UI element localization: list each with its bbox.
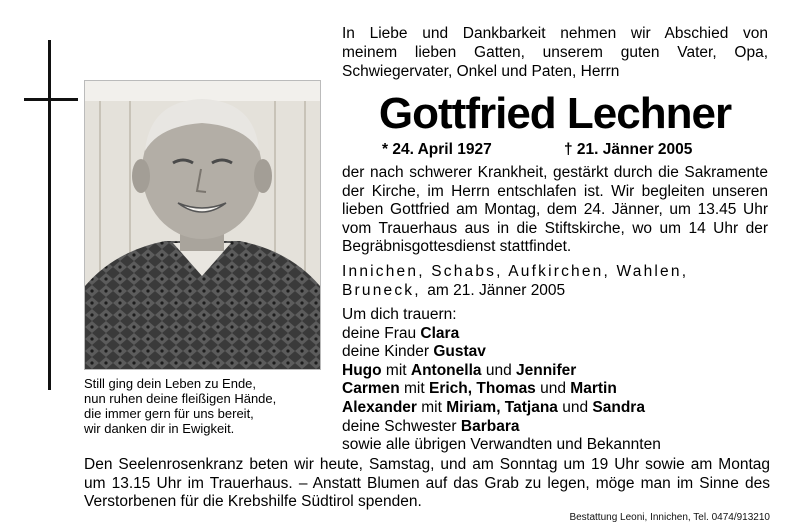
cross-vertical-bar: [48, 40, 51, 390]
verse-line: wir danken dir in Ewigkeit.: [84, 421, 235, 436]
mourner-text: deine Kinder: [342, 343, 434, 361]
mourner-name: Antonella: [410, 361, 482, 379]
portrait-illustration: [85, 81, 320, 369]
portrait-photo: [84, 80, 321, 370]
cross-horizontal-bar: [24, 98, 78, 101]
mourner-text: mit: [381, 361, 411, 379]
mourner-name: Miriam, Tatjana: [446, 398, 558, 416]
funeral-home-credit: Bestattung Leoni, Innichen, Tel. 0474/913210: [569, 512, 770, 523]
mourner-name: Barbara: [460, 417, 520, 435]
mourner-name: Martin: [570, 380, 617, 398]
mourner-name: Alexander: [342, 398, 417, 416]
mourner-name: Clara: [420, 324, 460, 342]
mourners-intro: Um dich trauern:: [342, 306, 457, 323]
mourner-text: mit: [416, 398, 447, 416]
verse-line: nun ruhen deine fleißigen Hände,: [84, 391, 277, 406]
mourner-name: Jennifer: [516, 361, 577, 379]
mourner-line: [342, 380, 772, 399]
place-and-date: [342, 262, 768, 300]
mourner-line: [342, 399, 772, 418]
mourner-line: [342, 362, 772, 381]
intro-line: In Liebe und Dankbarkeit nehmen wir Abschied von: [342, 25, 768, 42]
mourners-list: [342, 306, 772, 455]
mourner-name: Hugo: [342, 361, 382, 379]
deceased-name: Gottfried Lechner: [378, 89, 732, 138]
mourner-name: Gustav: [433, 343, 486, 361]
death-date: † 21. Jänner 2005: [564, 141, 693, 158]
mourner-line: [342, 343, 772, 362]
intro-text: [342, 24, 768, 81]
announcement-text: der nach schwerer Krankheit, gestärkt durch die Sakramente der Kirche, im Herrn entschlafen ist. Wir begleiten unseren lieben Gottfried am Montag, dem 24. Jänner, um 13.45 Uhr vom Trauerhaus aus in die Stiftskirche, wo um 14 Uhr der Begräbnisgottesdienst stattfindet.: [342, 164, 768, 255]
mourner-text: und: [557, 398, 593, 416]
mourner-line: sowie alle übrigen Verwandten und Bekannten: [342, 436, 661, 454]
intro-line: Schwiegervater, Onkel und Paten, Herrn: [342, 63, 620, 80]
mourner-line: [342, 418, 772, 437]
mourner-text: deine Schwester: [342, 417, 461, 435]
mourner-text: mit: [399, 380, 429, 398]
mourner-name: Carmen: [342, 380, 400, 398]
mourner-line: [342, 325, 772, 344]
intro-line: meinem lieben Gatten, unserem guten Vater, Opa,: [342, 44, 768, 61]
verse-line: die immer gern für uns bereit,: [84, 406, 254, 421]
service-announcement: Den Seelenrosenkranz beten wir heute, Samstag, und am Sonntag um 19 Uhr sowie am Montag um 13.15 Uhr im Trauerhaus. – Anstatt Blumen auf das Grab zu legen, möge man im Sinne des Verstorbenen für die Krebshilfe Südtirol spenden.: [84, 456, 770, 510]
announcement-date: am 21. Jänner 2005: [427, 282, 566, 299]
birth-date: * 24. April 1927: [382, 141, 492, 158]
mourner-name: Sandra: [592, 398, 645, 416]
places-line: Innichen, Schabs, Aufkirchen, Wahlen,: [342, 263, 689, 280]
places-town: Bruneck,: [342, 282, 421, 299]
memorial-verse: [84, 376, 334, 436]
mourner-text: und: [481, 361, 516, 379]
mourner-name: Erich, Thomas: [429, 380, 536, 398]
mourner-text: deine Frau: [342, 324, 421, 342]
mourner-text: und: [535, 380, 571, 398]
verse-line: Still ging dein Leben zu Ende,: [84, 376, 257, 391]
